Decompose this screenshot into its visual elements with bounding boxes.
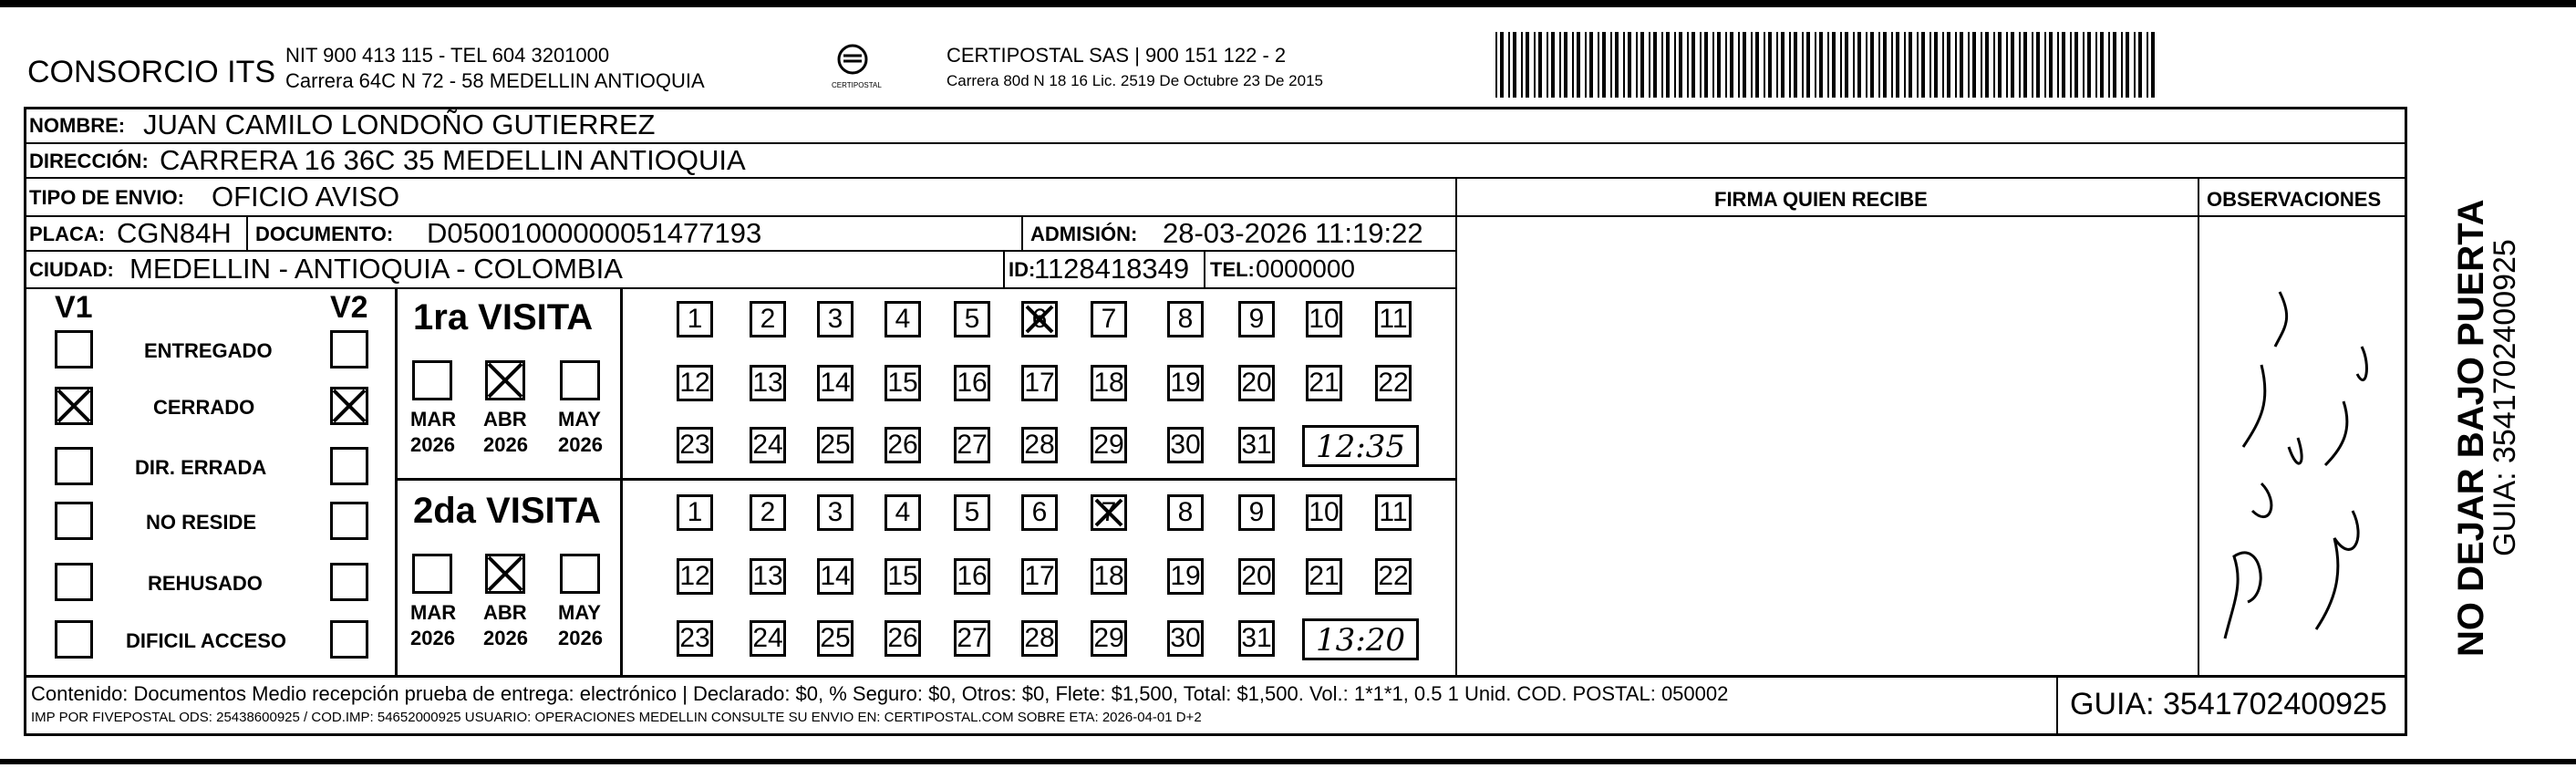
day-box[interactable]: 30 [1167,427,1204,463]
day-box[interactable]: 28 [1021,620,1058,657]
day-box[interactable]: 5 [954,301,990,337]
bottom-border [0,759,2576,764]
month-check-mark [485,360,525,400]
day-box[interactable]: 1 [677,494,713,531]
certipostal-line1: CERTIPOSTAL SAS | 900 151 122 - 2 [947,44,1287,67]
v2-checkbox[interactable] [330,502,368,540]
day-box[interactable]: 29 [1091,620,1127,657]
placa-label: PLACA: [29,223,106,245]
firma-header: FIRMA QUIEN RECIBE [1714,188,1928,211]
ciudad-label: CIUDAD: [29,258,114,281]
documento-value: D05001000000051477193 [427,217,762,249]
v2-checkbox[interactable] [330,563,368,601]
nit-line: NIT 900 413 115 - TEL 604 3201000 [285,44,610,67]
day-box[interactable]: 3 [817,301,853,337]
day-box[interactable]: 3 [817,494,853,531]
signature-scribble [2207,237,2389,666]
day-box[interactable]: 29 [1091,427,1127,463]
day-box[interactable]: 19 [1167,558,1204,595]
footer-imp: IMP POR FIVEPOSTAL ODS: 25438600925 / COD.IMP: 54652000925 USUARIO: OPERACIONES MEDELLIN CONSULTE SU ENVIO EN: CERTIPOSTAL.COM SOBRE ETA: 2026-04-01 D+2 [31,710,1202,725]
month-label: MAR [410,601,457,624]
day-box[interactable]: 12 [677,365,713,401]
day-box[interactable]: 6 [1021,494,1058,531]
day-box[interactable]: 16 [954,558,990,595]
time-value: 12:35 [1316,429,1405,465]
company-name: CONSORCIO ITS [27,55,276,89]
nombre-label: NOMBRE: [29,114,126,137]
month-checkbox[interactable] [560,554,600,594]
month-checkbox[interactable] [412,360,452,400]
day-check-mark [1092,496,1125,529]
day-box[interactable]: 2 [750,301,786,337]
day-box[interactable]: 25 [817,620,853,657]
day-box[interactable]: 24 [750,620,786,657]
month-label: MAY [558,408,601,431]
day-box[interactable]: 30 [1167,620,1204,657]
month-checkbox[interactable] [560,360,600,400]
v1-header: V1 [55,290,93,325]
day-check-mark [1023,303,1056,336]
certipostal-line2: Carrera 80d N 18 16 Lic. 2519 De Octubre 23 De 2015 [947,72,1323,89]
day-box[interactable]: 7 [1091,301,1127,337]
id-label: ID: [1009,258,1036,281]
day-box[interactable]: 15 [885,365,921,401]
tel-value: 0000000 [1256,254,1356,283]
ciudad-value: MEDELLIN - ANTIOQUIA - COLOMBIA [129,253,623,285]
direccion-label: DIRECCIÓN: [29,150,149,172]
day-box[interactable]: 26 [885,427,921,463]
placa-value: CGN84H [117,217,232,249]
time-box[interactable] [1302,425,1419,467]
day-box[interactable]: 23 [677,620,713,657]
day-box[interactable]: 24 [750,427,786,463]
day-box[interactable]: 7 [1091,494,1127,531]
v1-checkbox[interactable] [55,330,93,368]
month-checkbox[interactable] [412,554,452,594]
day-box[interactable]: 20 [1238,365,1275,401]
day-box[interactable]: 10 [1306,494,1342,531]
day-box[interactable]: 17 [1021,558,1058,595]
status-label: ENTREGADO [144,339,273,362]
month-label: MAY [558,601,601,624]
day-box[interactable]: 25 [817,427,853,463]
status-label: NO RESIDE [146,511,257,534]
v2-check-mark [330,387,368,425]
day-box[interactable]: 31 [1238,620,1275,657]
day-box[interactable]: 9 [1238,494,1275,531]
day-box[interactable]: 14 [817,365,853,401]
top-border [0,0,2576,7]
day-box[interactable]: 19 [1167,365,1204,401]
day-box[interactable]: 18 [1091,365,1127,401]
id-value: 1128418349 [1034,253,1190,285]
day-box[interactable]: 22 [1375,558,1412,595]
day-box[interactable]: 28 [1021,427,1058,463]
day-box[interactable]: 22 [1375,365,1412,401]
day-box[interactable]: 6 [1021,301,1058,337]
documento-label: DOCUMENTO: [255,223,394,245]
day-box[interactable]: 17 [1021,365,1058,401]
year-label: 2026 [410,433,455,456]
v1-checkbox[interactable] [55,620,93,659]
year-label: 2026 [483,627,528,649]
status-label: REHUSADO [148,572,263,595]
day-box[interactable]: 15 [885,558,921,595]
v1-check-mark [55,387,93,425]
day-box[interactable]: 8 [1167,301,1204,337]
day-box[interactable]: 11 [1375,494,1412,531]
side-no-dejar: NO DEJAR BAJO PUERTA [2451,199,2491,657]
status-label: DIR. ERRADA [135,456,267,479]
visit1-title: 1ra VISITA [413,297,594,337]
time-value: 13:20 [1316,622,1405,659]
year-label: 2026 [410,627,455,649]
day-box[interactable]: 13 [750,558,786,595]
observaciones-header: OBSERVACIONES [2207,188,2382,211]
status-label: DIFICIL ACCESO [126,629,287,652]
day-box[interactable]: 21 [1306,365,1342,401]
footer-guia: GUIA: 3541702400925 [2070,687,2387,721]
month-label: ABR [483,408,527,431]
day-box[interactable]: 1 [677,301,713,337]
day-box[interactable]: 9 [1238,301,1275,337]
month-label: ABR [483,601,527,624]
v2-checkbox[interactable] [330,447,368,485]
day-box[interactable]: 5 [954,494,990,531]
status-label: CERRADO [153,396,255,419]
year-label: 2026 [483,433,528,456]
year-label: 2026 [558,433,603,456]
day-box[interactable]: 27 [954,427,990,463]
day-box[interactable]: 31 [1238,427,1275,463]
time-box[interactable] [1302,618,1419,660]
day-box[interactable]: 26 [885,620,921,657]
day-box[interactable]: 4 [885,494,921,531]
v1-checkbox[interactable] [55,563,93,601]
day-box[interactable]: 8 [1167,494,1204,531]
month-label: MAR [410,408,457,431]
month-check-mark [485,554,525,594]
v2-checkbox[interactable] [330,620,368,659]
day-box[interactable]: 20 [1238,558,1275,595]
admision-value: 28-03-2026 11:19:22 [1163,217,1423,249]
v2-checkbox[interactable] [330,330,368,368]
day-box[interactable]: 11 [1375,301,1412,337]
v1-checkbox[interactable] [55,502,93,540]
tipo-value: OFICIO AVISO [212,181,400,213]
year-label: 2026 [558,627,603,649]
visit2-title: 2da VISITA [413,491,601,531]
admision-label: ADMISIÓN: [1030,223,1138,245]
day-box[interactable]: 10 [1306,301,1342,337]
day-box[interactable]: 14 [817,558,853,595]
day-box[interactable]: 4 [885,301,921,337]
v2-header: V2 [330,290,368,325]
v1-checkbox[interactable] [55,447,93,485]
day-box[interactable]: 13 [750,365,786,401]
tipo-label: TIPO DE ENVIO: [29,186,184,209]
address-line: Carrera 64C N 72 - 58 MEDELLIN ANTIOQUIA [285,69,705,92]
footer-contenido: Contenido: Documentos Medio recepción prueba de entrega: electrónico | Declarado: $0, % Seguro: $0, Otros: $0, Flete: $1,500, Total: $1,500. Vol.: 1*1*1, 0.5 1 Unid. COD. POSTAL: 050002 [31,682,1729,705]
day-box[interactable]: 16 [954,365,990,401]
day-box[interactable]: 23 [677,427,713,463]
day-box[interactable]: 12 [677,558,713,595]
day-box[interactable]: 27 [954,620,990,657]
barcode [1495,32,2161,98]
nombre-value: JUAN CAMILO LONDOÑO GUTIERREZ [143,109,656,140]
day-box[interactable]: 2 [750,494,786,531]
side-guia: GUIA: 3541702400925 [2488,239,2522,556]
day-box[interactable]: 18 [1091,558,1127,595]
logo-caption: CERTIPOSTAL [832,81,882,89]
direccion-value: CARRERA 16 36C 35 MEDELLIN ANTIOQUIA [160,144,746,176]
tel-label: TEL: [1210,258,1255,281]
day-box[interactable]: 21 [1306,558,1342,595]
